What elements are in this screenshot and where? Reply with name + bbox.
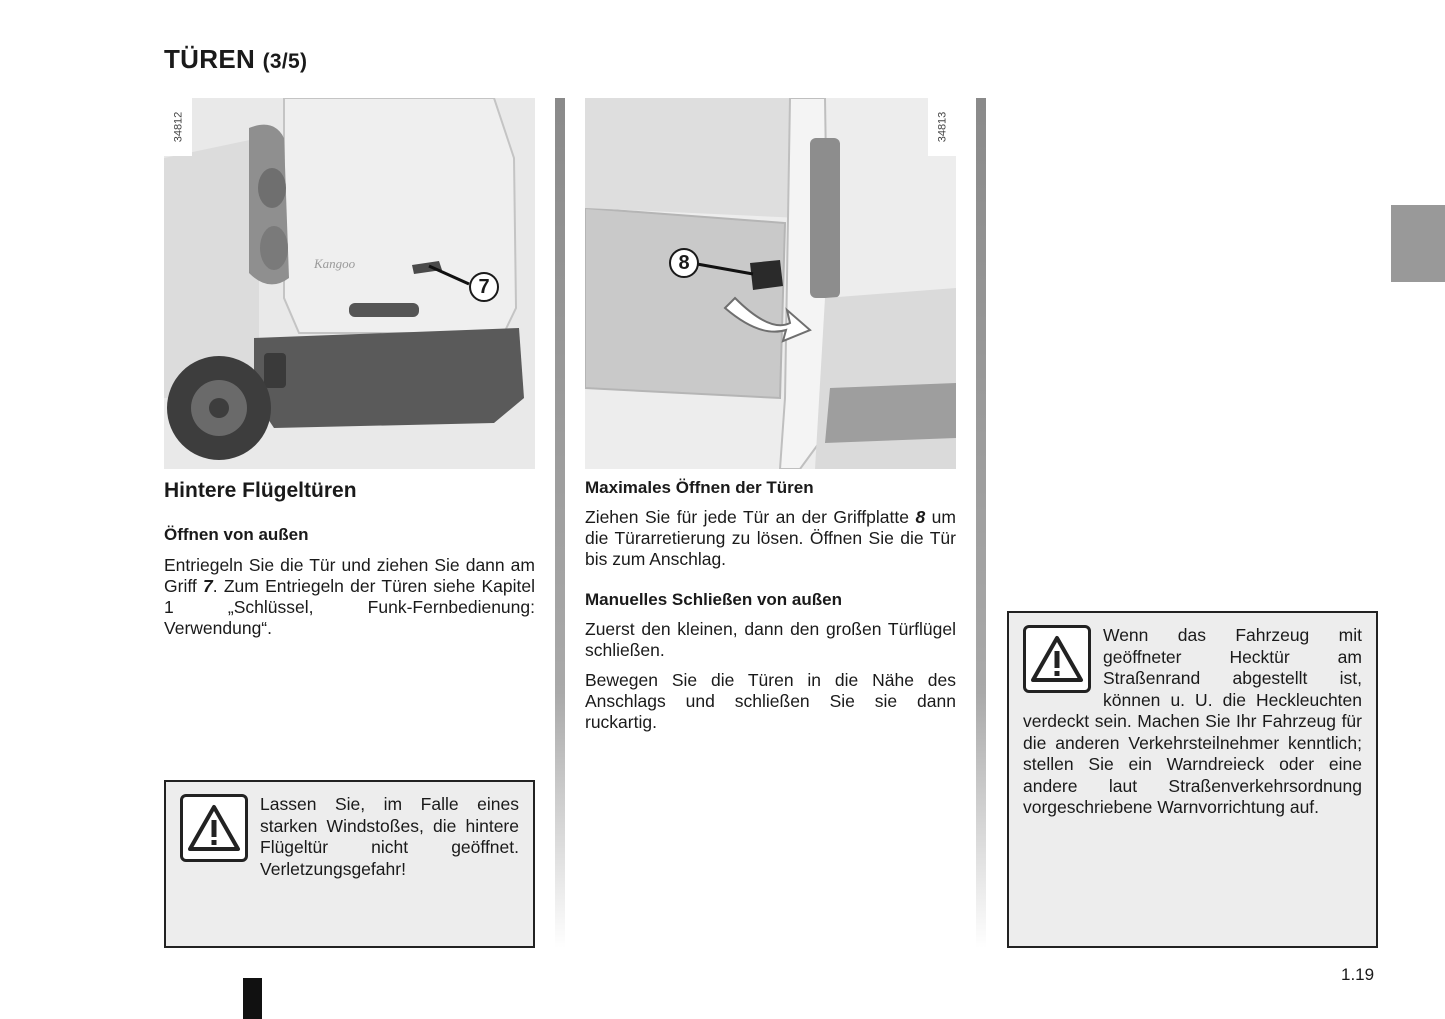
column-divider [976,98,986,948]
paragraph-close-motion: Bewegen Sie die Türen in die Nähe des Anschlags und schließen Sie sie dann ruckartig. [585,670,956,732]
page-title-part: (3/5) [262,50,308,73]
figure-rear-van-handle [164,98,535,469]
page-title [164,44,307,75]
car-badge: Kangoo [314,256,356,271]
warning-triangle-icon [1023,625,1091,693]
callout-7: 7 [469,272,499,302]
paragraph-close-order: Zuerst den kleinen, dann den großen Türflügel schließen. [585,619,956,660]
warning-triangle-icon [180,794,248,862]
figure-door-check-plate [585,98,956,469]
warning-box-tail-lights [1007,611,1378,948]
warning-text-wind: Lassen Sie, im Falle eines starken Windstoßes, die hintere Flügeltür nicht geöffnet. Verletzungsgefahr! [260,794,519,879]
page-number: 1.19 [1341,965,1375,984]
warning-text-tail-lights: Wenn das Fahrzeug mit geöffneter Hecktür am Straßenrand abgestellt ist, können u. U. die Heckleuchten verdeckt sein. Machen Sie Ihr Fahrzeug für die anderen Verkehrsteilnehmer kenntlich; stellen Sie ein Warndreieck oder eine andere laut Straßenverkehrsordnung vorgeschriebene Warnvorrichtung auf. [1023,625,1362,817]
column-max-opening [585,98,956,733]
subheading-max-opening: Maximales Öffnen der Türen [585,478,814,497]
page-title-main: TÜREN [164,44,256,74]
figure-reference-code: 34813 [928,98,956,156]
paragraph-unlock-instructions: Entriegeln Sie die Tür und ziehen Sie dann am Griff 7. Zum Entriegeln der Türen siehe Kapitel 1 „Schlüssel, Funk-Fernbedienung: Verwendung“. [164,555,535,638]
subheading-open-outside: Öffnen von außen [164,525,309,544]
print-marker [243,978,262,1019]
door-interior-illustration [585,98,956,469]
paragraph-check-plate: Ziehen Sie für jede Tür an der Griffplatte 8 um die Türarretierung zu lösen. Öffnen Sie die Tür bis zum Anschlag. [585,507,956,569]
subheading-manual-close: Manuelles Schließen von außen [585,590,842,609]
callout-8: 8 [669,248,699,278]
figure-reference-code: 34812 [164,98,192,156]
section-heading-rear-doors: Hintere Flügeltüren [164,479,357,502]
column-rear-doors [164,98,535,639]
column-divider [555,98,565,948]
chapter-tab [1391,205,1445,282]
warning-box-wind [164,780,535,948]
